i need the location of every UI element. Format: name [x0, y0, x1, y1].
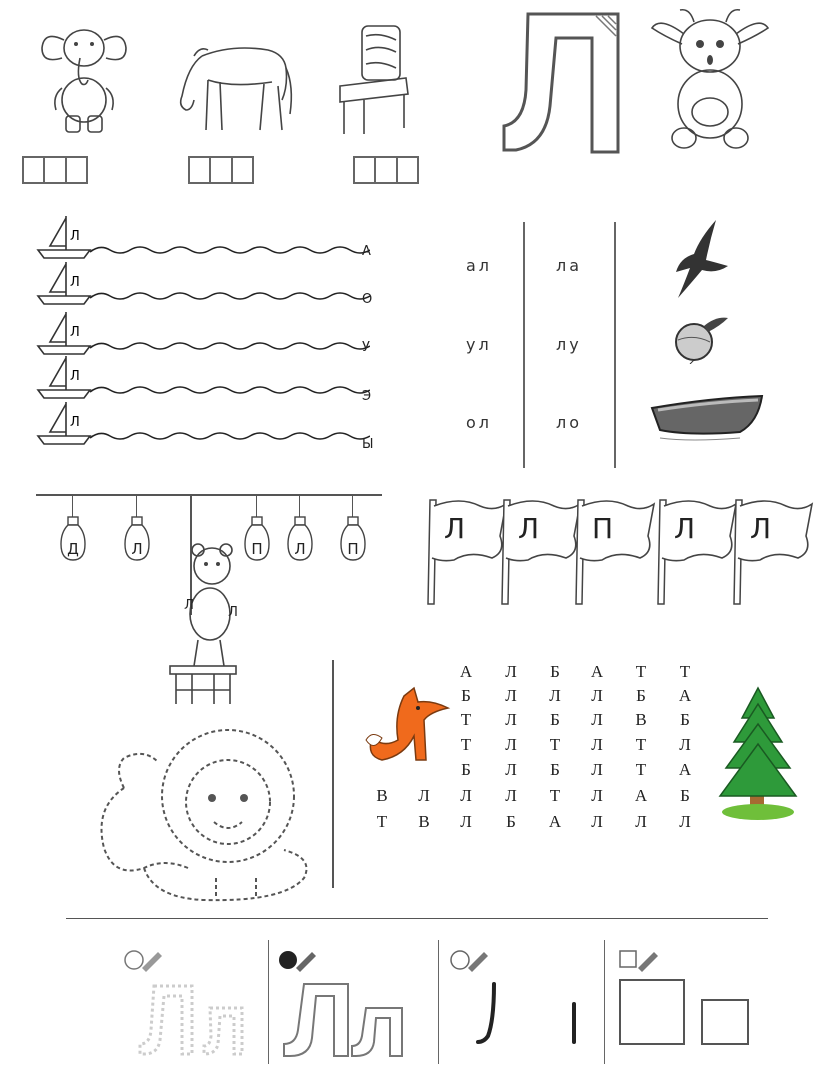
grid-letter[interactable]: А	[678, 686, 692, 705]
sailboat-icon	[38, 402, 90, 444]
vowel-label: А	[362, 244, 371, 259]
flag-letter: Л	[518, 512, 540, 545]
vowel-label: У	[362, 340, 370, 355]
bulb-letter: П	[347, 540, 359, 558]
grid-letter[interactable]: Л	[591, 686, 603, 705]
square-pencil-icon	[618, 948, 658, 972]
bulb-cord	[352, 495, 353, 517]
grid-letter[interactable]: А	[634, 786, 648, 805]
grid-letter[interactable]: Л	[591, 710, 603, 729]
dotted-letter-l-tracing	[130, 980, 250, 1060]
vowel-label: О	[362, 292, 373, 307]
grid-letter[interactable]: Т	[376, 812, 388, 831]
grid-letter[interactable]: Б	[550, 760, 560, 779]
grid-letter[interactable]: Т	[679, 662, 691, 681]
big-letter-l-outline	[498, 10, 624, 156]
grid-letter[interactable]: Т	[635, 735, 647, 754]
boat-letter: Л	[70, 275, 80, 290]
horse-picture	[172, 36, 296, 134]
bulb-cord	[299, 495, 300, 517]
sound-boxes-chair[interactable]	[353, 156, 419, 184]
grid-letter[interactable]: Л	[591, 760, 603, 779]
boat-letter: Л	[70, 369, 80, 384]
sailboat-icon	[38, 356, 90, 398]
grid-letter[interactable]: Т	[635, 662, 647, 681]
syllable-left-1: ал	[466, 256, 493, 275]
boat-picture	[650, 392, 766, 444]
grid-letter[interactable]: А	[548, 812, 562, 831]
grid-letter[interactable]: А	[678, 760, 692, 779]
wave-line	[90, 293, 370, 299]
grid-letter[interactable]: Л	[591, 786, 603, 805]
syllable-right-3: ло	[556, 413, 583, 432]
wave-line	[90, 343, 370, 349]
flag-letter: Л	[444, 512, 466, 545]
writing-divider-1	[268, 940, 269, 1064]
syllable-divider-1	[523, 222, 525, 468]
fox-picture	[364, 686, 456, 770]
elephant-picture	[36, 18, 132, 136]
grid-letter[interactable]: Л	[679, 812, 691, 831]
grid-letter[interactable]: Л	[549, 686, 561, 705]
sailboat-icon	[38, 312, 90, 354]
bear-bulb-letter-left: Л	[184, 598, 194, 613]
syllable-divider-2	[614, 222, 616, 468]
bottom-separator	[66, 918, 768, 919]
grid-letter[interactable]: Л	[505, 786, 517, 805]
vowel-label: Э	[362, 389, 372, 404]
syllable-left-3: ол	[466, 413, 493, 432]
writing-divider-3	[604, 940, 605, 1064]
sound-boxes-horse[interactable]	[188, 156, 254, 184]
syllable-right-2: лу	[556, 335, 582, 354]
grid-letter[interactable]: Л	[505, 735, 517, 754]
syllable-right-1: ла	[556, 256, 583, 275]
grid-letter[interactable]: Л	[505, 710, 517, 729]
sailboat-icon	[38, 262, 90, 304]
grid-letter[interactable]: Б	[461, 686, 471, 705]
grid-letter[interactable]: В	[635, 710, 647, 729]
lion-tracing-picture	[84, 718, 320, 908]
grid-letter[interactable]: Т	[460, 735, 472, 754]
flag-letter: П	[592, 512, 614, 545]
boat-waves-exercise	[30, 210, 373, 460]
grid-letter[interactable]: Б	[506, 812, 516, 831]
grid-letter[interactable]: Б	[680, 710, 690, 729]
bulb-letter: П	[251, 540, 263, 558]
grid-letter[interactable]: В	[418, 812, 430, 831]
bulb-cord	[136, 495, 137, 517]
grid-letter[interactable]: Л	[591, 735, 603, 754]
bear-bulb-letter-right: Л	[228, 605, 238, 620]
luntik-picture	[650, 4, 770, 154]
vowel-label: Ы	[362, 437, 374, 452]
boat-letter: Л	[70, 229, 80, 244]
grid-letter[interactable]: Б	[461, 760, 471, 779]
boat-letter: Л	[70, 415, 80, 430]
grid-letter[interactable]: В	[376, 786, 388, 805]
boat-letter: Л	[70, 325, 80, 340]
empty-circle-pencil-icon	[124, 948, 164, 972]
bulb-letter: Д	[67, 540, 79, 558]
grid-letter[interactable]: Б	[550, 710, 560, 729]
grid-letter[interactable]: Б	[636, 686, 646, 705]
writing-divider-2	[438, 940, 439, 1064]
chair-picture	[334, 22, 414, 136]
fir-tree-picture	[716, 684, 800, 822]
turnip-picture	[668, 312, 732, 364]
grid-letter[interactable]: Л	[635, 812, 647, 831]
grid-letter[interactable]: А	[590, 662, 604, 681]
outlined-letter-l-sample	[278, 980, 408, 1060]
grid-letter[interactable]: Т	[549, 735, 561, 754]
grid-letter[interactable]: Л	[418, 786, 430, 805]
bulb-letter: Л	[294, 540, 306, 558]
grid-letter[interactable]: Л	[460, 786, 472, 805]
circle-pencil-icon	[450, 948, 490, 972]
bulb-cord	[256, 495, 257, 517]
flag-letter: Л	[750, 512, 772, 545]
grid-letter[interactable]: Л	[460, 812, 472, 831]
grid-letter[interactable]: Л	[505, 760, 517, 779]
swallow-picture	[670, 218, 730, 300]
bear-on-stool-picture	[164, 540, 254, 706]
grid-letter[interactable]: Б	[680, 786, 690, 805]
handwriting-strokes-sample	[470, 980, 590, 1050]
grid-letter[interactable]: Т	[635, 760, 647, 779]
lion-divider	[332, 660, 334, 888]
writing-boxes[interactable]	[618, 978, 758, 1050]
bulb-letter: Л	[131, 540, 143, 558]
grid-letter[interactable]: Б	[550, 662, 560, 681]
grid-letter[interactable]: А	[459, 662, 473, 681]
bulb-wire	[36, 494, 382, 496]
grid-letter[interactable]: Т	[549, 786, 561, 805]
bulb-cord	[72, 495, 73, 517]
grid-letter[interactable]: Л	[679, 735, 691, 754]
grid-letter[interactable]: Т	[460, 710, 472, 729]
wave-line	[90, 387, 370, 393]
grid-letter[interactable]: Л	[505, 662, 517, 681]
grid-letter[interactable]: Л	[505, 686, 517, 705]
grid-letter[interactable]: Л	[591, 812, 603, 831]
filled-circle-pencil-icon	[278, 948, 318, 972]
sailboat-icon	[38, 216, 90, 258]
sound-boxes-elephant[interactable]	[22, 156, 88, 184]
wave-line	[90, 247, 370, 253]
wave-line	[90, 433, 370, 439]
syllable-left-2: ул	[466, 335, 492, 354]
flag-letter: Л	[674, 512, 696, 545]
